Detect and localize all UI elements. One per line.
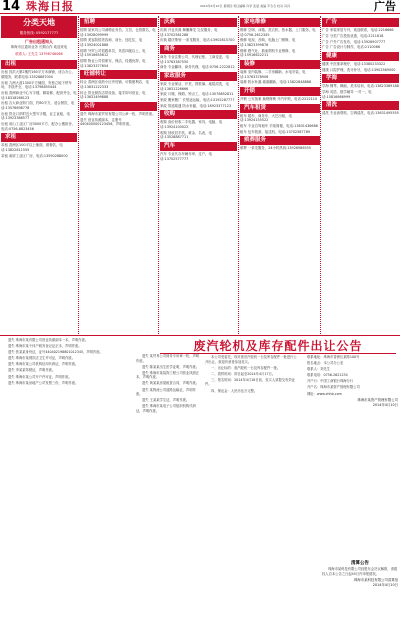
notice-paragraph: 四、保证金：人民币伍万元整。 (211, 388, 258, 393)
lost-notice: 遗失 陈某某出生医学证明，声明作废。 (142, 364, 200, 369)
listing-item: 家政 搬家搬厂 长短途运输，电话:13192287777 (160, 98, 235, 103)
listing-item: 汽车 专业代办车辆年审、过户，电话:13702577777 (160, 152, 212, 161)
notice-paragraph: 联系人：刘先生 (307, 367, 331, 372)
listing-item: 广告 广告设计与制作，电话:2110066 (322, 45, 381, 50)
liquidation-title: 清算公告 (351, 561, 369, 566)
listing-item: 出租 拱北口岸附近大型写字楼，业主直租，电话:13923366577 (1, 111, 70, 121)
notice-paragraph: 报名地点：本公司办公室 (307, 361, 344, 366)
section-divider (0, 335, 400, 336)
listing-item: 转让 拱北餐饮店带设备，接手即可营业，电话:13631499888 (80, 90, 146, 100)
listing-item: 商务 专业注册公司、代理记账、工商变更，电话:13763387550 (160, 54, 229, 64)
category-header: 学海 (322, 74, 399, 83)
notice-paragraph: 二、看样时间：即日起至2014年4月17日。 (211, 371, 276, 376)
lost-notices-middle (136, 354, 202, 628)
listing-item: 维修 空调、冰箱、洗衣机、热水器，上门服务，电话:0756-2612345 (240, 28, 316, 37)
lost-notice: 遗失 黄某某房屋租赁合同，声明作废。 (142, 381, 200, 386)
lost-notice: 遗失 珠海市某公司开户许可证，声明作废。 (8, 374, 72, 379)
notice-paragraph: 开户行：中国工商银行珠海分行 (307, 379, 354, 384)
category-header: 健康 (322, 52, 399, 61)
notice-date: 2014年4月10日 (372, 402, 398, 407)
lost-notice: 遗失 李某某驾驶证，声明作废。 (8, 368, 56, 373)
category-header: 汽车 (160, 142, 237, 151)
listing-item: 求租 南屏工业区厂房，电话:13590288000 (1, 153, 68, 158)
listing-item: 出租 九洲大道1300平方铺面，有独立地下停车场，手续齐全，电话:13798855444 (1, 80, 72, 90)
notice-paragraph: 联系地址：珠海市香洲区某路100号 (307, 355, 360, 359)
liquidation-date: 2014年4月10日 (372, 582, 398, 587)
section-name: 广告 (374, 0, 396, 13)
listing-item: 出租 香洲商业中心写字楼，精装修，配套齐全，电话:18318266123 (1, 90, 77, 100)
listing-item: 招聘 某家具公司诚聘业务员、文员、仓管数名，电话:13928099999 (80, 28, 156, 37)
notice-signature: 珠海市某资产管理有限公司 (357, 397, 398, 402)
listing-item: 租车 婚车、商务车、大巴出租，电话:13924155522 (240, 113, 292, 123)
listing-item: 租车 专业自驾租车 手续简便，电话:13631436666 (240, 123, 318, 128)
classified-column-2 (80, 16, 157, 334)
listing-item: 学海 英语、数学辅导 一对一，电话:15816666999 (322, 90, 372, 99)
notice-paragraph: 本公司受委托，现对废旧汽轮机一台及库存配件一批进行公开出让，欢迎有意者参加竞买。 (205, 355, 297, 364)
notice-paragraph: 开户名：珠海市某资产管理有限公司 (307, 385, 360, 390)
listing-item: 广告 家装家居专刊，欢迎联系，电话:2216666 (322, 28, 394, 32)
listing-item: 收购 回收旧手机、黄金、名表，电话:13528887711 (160, 130, 212, 140)
classified-column-3 (160, 16, 237, 334)
category-header: 清洗 (322, 101, 399, 110)
listing-item: 维修 燃气灶、抽油烟机专业维修，电话:15916622211 (240, 48, 296, 58)
listing-item: 收购 高价回收二手电器、家具、电脑，电话:13924100022 (160, 120, 223, 130)
listing-item: 家政 管道疏通 防水补漏，电话:18923377123 (160, 103, 232, 108)
lost-notice: 遗失 王某某学生证，声明作废。 (142, 398, 190, 403)
classified-column-1 (1, 16, 77, 334)
listing-item: 出租 前山工业区厂房3000平方，配办公楼宿舍，电话:0756-8823456 (1, 122, 76, 131)
column-divider (238, 16, 239, 334)
liquidation-notice (322, 560, 398, 630)
liquidation-body: 珠海市某科技有限公司经股东会决议解散，请债权人自本公告之日起45日内申报债权。 (322, 567, 398, 576)
category-header: 庆典 (160, 18, 237, 27)
listing-item: 清洗 专业油烟机、空调清洗，电话:13631495555 (322, 111, 399, 116)
listing-item: 遗失 营业执照副本，注册号440400000123456，声明作废。 (80, 117, 133, 127)
lost-notice: 遗失 珠海市某电子公司组织机构代码证，声明作废。 (136, 404, 196, 413)
notice-body (205, 355, 299, 485)
listing-item: 商务 专业翻译、商务代理，电话:0756-2222812 (160, 65, 235, 70)
listing-item: 广告 户外广告发布，电话:13926907777 (322, 39, 386, 44)
listing-item: 健康 中医推拿理疗，电话:13380233322 (322, 61, 386, 66)
notice-paragraph: 联系电话：0756-2621234 (307, 373, 348, 378)
category-header: 商务 (160, 45, 237, 54)
page-number: 14 (2, 0, 21, 14)
lost-notice: 遗失 珠海市某房地产公司发票三份，声明作废。 (8, 380, 79, 385)
notice-paragraph: 三、报名时间：2014年4月18日前，竞买人须提交有效证件。 (205, 377, 295, 387)
listing-item: 租车 包车旅游、接送机，电话:13702587789 (240, 129, 311, 134)
lost-notice: 遗失 某贸易公司财务专用章一枚，声明作废。 (136, 354, 200, 363)
listing-item: 殡葬 一条龙服务，24小时热线:13926986555 (240, 146, 311, 151)
listing-item: 开锁 公安备案 换锁修锁 开汽车锁，电话:2222110 (240, 96, 318, 101)
category-header: 汽车租赁 (240, 104, 320, 113)
liquidation-signature: 珠海市某科技有限公司清算组 (353, 577, 398, 582)
masthead-logo: 珠海日报 (26, 0, 74, 13)
listing-item: 装修 防水补漏 墙面翻新，电话:13822848888 (240, 80, 312, 85)
listing-item: 出租 吉大商业街门面，约80平方，适合餐饮，电话:13576698778 (1, 101, 75, 110)
listing-item: 维修 电视、音响、电脑上门维修，电话:13823399876 (240, 38, 296, 47)
listing-item: 遗失 珠海市某贸易有限公司公章一枚，声明作废。 (80, 111, 156, 116)
notice-heading-body: 珠海市区通用业务 长期合作 欢迎来电 (10, 45, 68, 49)
category-header: 求租 (1, 133, 77, 142)
lost-notice: 遗失 珠海市某有限公司营业执照副本一本，声明作废。 (8, 338, 89, 342)
category-header: 广告 (322, 18, 399, 27)
listing-item: 招聘 外贸公司招跟单员，英语四级以上，电话:15916655612 (80, 48, 146, 58)
dateline: 2014年4月10日 星期四 责任编辑 许学 张楚 美编 平冬冬 校对 冯冯 (200, 4, 290, 8)
classified-brand: 分类天地 (1, 16, 77, 30)
listing-item: 家政 专业保洁、开荒、擦玻璃、地毯清洗，电话:13631226666 (160, 81, 229, 91)
notice-paragraph: 一、出让标的：废汽轮机一台及库存配件一批。 (211, 365, 281, 370)
listing-item: 招聘 美容院招美容师、前台，包吃住，电话:13924001888 (80, 38, 143, 47)
category-header: 出租 (1, 60, 77, 69)
listing-group (1, 70, 77, 131)
lost-notice: 遗失 某物流公司道路运输证，声明作废。 (136, 387, 196, 397)
listing-item: 广告 分类广告投放优惠，电话:2211818 (322, 33, 384, 38)
category-header: 殡葬服务 (240, 136, 320, 145)
lost-notice: 遗失 珠海市某公司机构信用代码证，声明作废。 (8, 362, 79, 367)
notice-contact-info (301, 355, 398, 555)
column-divider (158, 16, 159, 334)
listing-item: 转让 香洲区成熟小区旁旺铺，可做便利店，电话:13631222333 (80, 80, 149, 89)
hotline: 服务热线: 0592177777 (1, 30, 77, 38)
notice-paragraph: 网址：www.zhhb.com (307, 391, 342, 396)
column-divider (78, 16, 79, 334)
category-header: 家政服务 (160, 72, 237, 81)
listing-item: 求租 香洲区100平以上铺面，做餐饮，电话:13822811555 (1, 143, 63, 152)
category-header: 招聘 (80, 18, 157, 27)
classified-column-4 (240, 16, 320, 334)
transfer-notice-header (160, 338, 396, 354)
notice-contact: 联系人: 王先生 13798746066 (15, 51, 63, 56)
listing-item: 招聘 物业公司招保安、保洁，待遇优厚，电话:13823377654 (80, 59, 146, 68)
lost-notice: 遗失 珠海市某餐饮店卫生许可证，声明作废。 (8, 356, 75, 361)
listing-item: 庆典 婚庆策划 一条龙服务，电话:13902815700 (160, 38, 235, 43)
lost-notice: 遗失 珠海市某个体户税务登记证正本，声明作废。 (8, 344, 82, 349)
column-divider (320, 16, 321, 334)
lost-notice: 遗失 张某某身份证，证号440402198801012345，声明作废。 (8, 350, 103, 355)
notice-title: 废汽轮机及库存配件出让公告 (193, 339, 363, 353)
category-header: 开锁 (240, 87, 320, 96)
category-header: 家电维修 (240, 18, 320, 27)
category-header: 收购 (160, 110, 237, 119)
classified-column-5 (322, 16, 399, 334)
notice-heading: 广告出租通知人 (25, 39, 53, 44)
listing-item: 出租 昌洪大厦2楼约160平方米商铺，适合办公、做服务，联系电话:13528887000 (1, 70, 76, 79)
listing-item: 庆典 开业庆典 舞狮舞龙 礼仪服务，电话:13702581288 (160, 28, 218, 37)
listing-item: 健康 口腔护理、洗牙补牙，电话:13902569000 (322, 67, 396, 72)
listing-item: 家政 月嫂、保姆、钟点工，电话:13076852811 (160, 92, 234, 97)
listing-item: 装修 室内装修、二手房翻新、水电安装，电话:13763378906 (240, 69, 306, 79)
lost-notices-left (2, 338, 134, 628)
lost-notice: 遗失 珠海市某装饰工程公司营业执照正本，声明作废。 (136, 370, 200, 380)
listing-item: 学海 钢琴、舞蹈、美术培训，电话:13823389188 (322, 84, 399, 89)
page-header (0, 0, 400, 14)
category-header: 旺铺转让 (80, 70, 157, 79)
category-header: 公告 (80, 102, 157, 111)
category-header: 装修 (240, 60, 320, 69)
